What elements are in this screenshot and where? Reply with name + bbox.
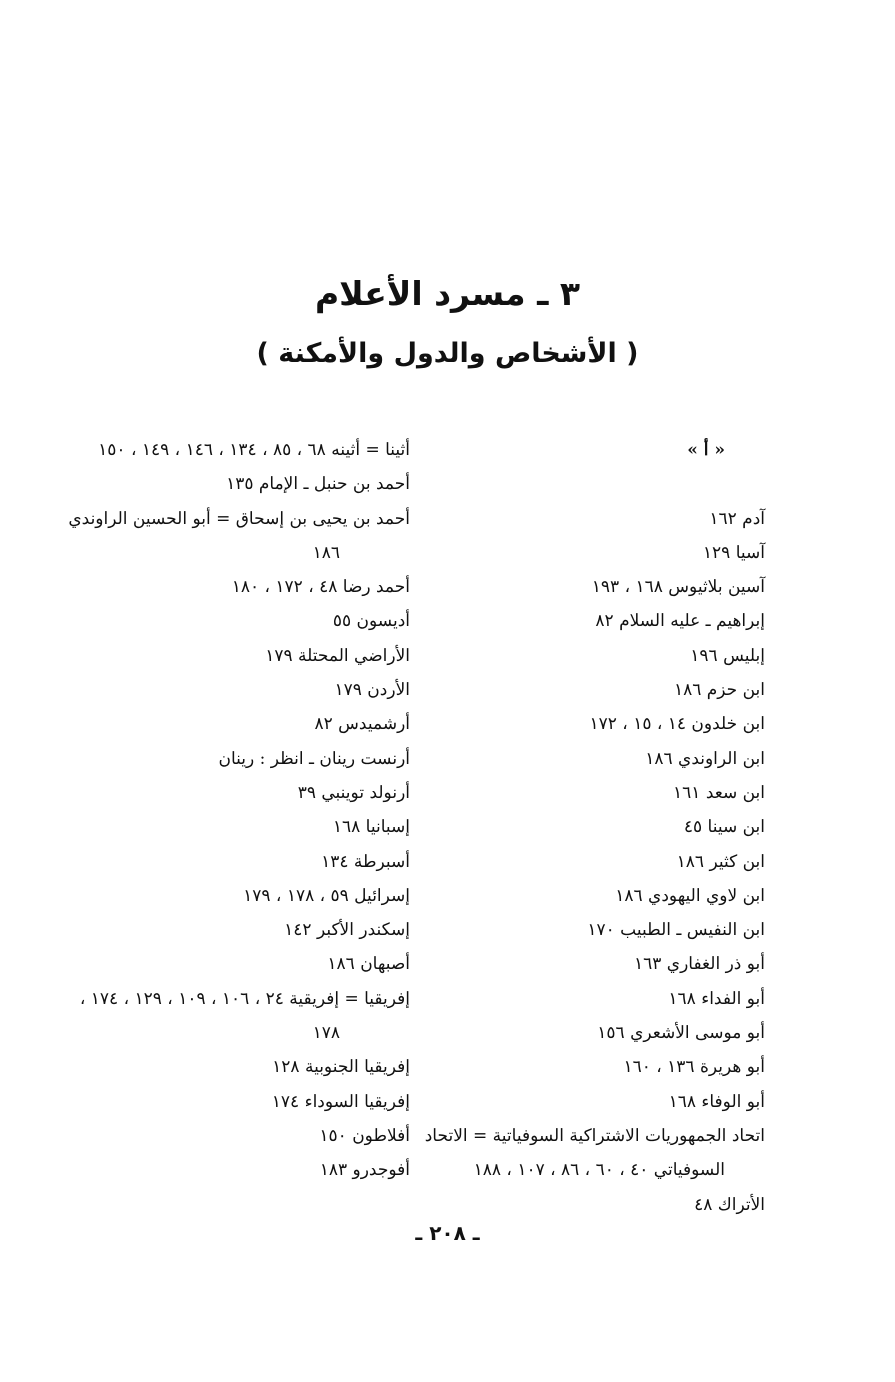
index-entry: آسيا ١٢٩ <box>702 542 765 563</box>
index-entry: إفريقيا السوداء ١٧٤ <box>271 1091 410 1112</box>
index-entry: ابن حزم ١٨٦ <box>673 680 765 701</box>
index-entry: أفلاطون ١٥٠ <box>319 1125 410 1146</box>
index-entry: أرنست رينان ـ انظر : رينان <box>218 748 410 769</box>
index-entry: أديسون ٥٥ <box>332 611 410 632</box>
index-entry: إبراهيم ـ عليه السلام ٨٢ <box>595 611 765 632</box>
index-entry: أبو موسى الأشعري ١٥٦ <box>597 1023 765 1044</box>
index-entry: أثينا = أثينه ٦٨ ، ٨٥ ، ١٣٤ ، ١٤٦ ، ١٤٩ ، ١٥٠ <box>98 440 410 460</box>
index-entry-continuation: السوفياتي ٤٠ ، ٦٠ ، ٨٦ ، ١٠٧ ، ١٨٨ <box>473 1160 725 1181</box>
index-entry: الأردن ١٧٩ <box>334 680 410 701</box>
page-number: ـ ٢٠٨ ـ <box>415 1221 480 1245</box>
index-entry: إفريقيا = إفريقية ٢٤ ، ١٠٦ ، ١٠٩ ، ١٢٩ ، ١٧٤ ، <box>79 988 410 1009</box>
page-title: ٣ ـ مسرد الأعلام <box>314 274 581 313</box>
index-entry: أرشميدس ٨٢ <box>314 714 410 735</box>
index-entry: ابن خلدون ١٤ ، ١٥ ، ١٧٢ <box>589 714 765 735</box>
index-entry: ابن سعد ١٦١ <box>673 782 765 803</box>
index-entry-continuation: ١٧٨ <box>312 1023 340 1044</box>
index-entry: اتحاد الجمهوريات الاشتراكية السوفياتية = الاتحاد <box>424 1125 765 1146</box>
index-entry: ابن الراوندي ١٨٦ <box>645 748 765 769</box>
index-column-right <box>425 433 765 1222</box>
index-entry: أحمد بن يحيى بن إسحاق = أبو الحسين الراوندي <box>68 508 410 529</box>
index-entry-continuation: ١٨٦ <box>312 542 340 563</box>
index-entry: أبو هريرة ١٣٦ ، ١٦٠ <box>623 1057 765 1078</box>
index-entry: أبو الفداء ١٦٨ <box>668 988 765 1009</box>
index-entry: ابن سينا ٤٥ <box>683 817 765 838</box>
index-entry: ابن لاوي اليهودي ١٨٦ <box>615 885 765 906</box>
spacer <box>425 467 765 501</box>
index-entry: إبليس ١٩٦ <box>690 645 765 666</box>
index-entry: إسبانيا ١٦٨ <box>332 817 410 838</box>
index-entry: أبو الوفاء ١٦٨ <box>668 1091 765 1112</box>
index-entry: أحمد بن حنبل ـ الإمام ١٣٥ <box>226 474 410 495</box>
index-entry: إسكندر الأكبر ١٤٢ <box>284 920 410 941</box>
index-entry: إفريقيا الجنوبية ١٢٨ <box>272 1057 410 1078</box>
index-entry: الأراضي المحتلة ١٧٩ <box>265 645 410 666</box>
index-entry: آسين بلاثيوس ١٦٨ ، ١٩٣ <box>591 577 765 598</box>
index-entry: أرنولد توينبي ٣٩ <box>297 782 410 803</box>
index-entry: أصبهان ١٨٦ <box>327 954 410 975</box>
index-entry: آدم ١٦٢ <box>709 508 765 529</box>
index-entry: ابن النفيس ـ الطبيب ١٧٠ <box>587 920 765 941</box>
section-letter: « أ » <box>687 440 725 460</box>
index-entry: أسبرطة ١٣٤ <box>321 851 410 872</box>
index-column-left <box>68 433 410 1188</box>
page-subtitle: ( الأشخاص والدول والأمكنة ) <box>256 338 639 369</box>
index-entry: أفوجدرو ١٨٣ <box>319 1160 410 1181</box>
index-entry: الأتراك ٤٨ <box>694 1194 765 1215</box>
index-entry: أبو ذر الغفاري ١٦٣ <box>633 954 765 975</box>
index-entry: أحمد رضا ٤٨ ، ١٧٢ ، ١٨٠ <box>231 577 410 598</box>
index-entry: ابن كثير ١٨٦ <box>676 851 765 872</box>
index-entry: إسرائيل ٥٩ ، ١٧٨ ، ١٧٩ <box>243 885 410 906</box>
